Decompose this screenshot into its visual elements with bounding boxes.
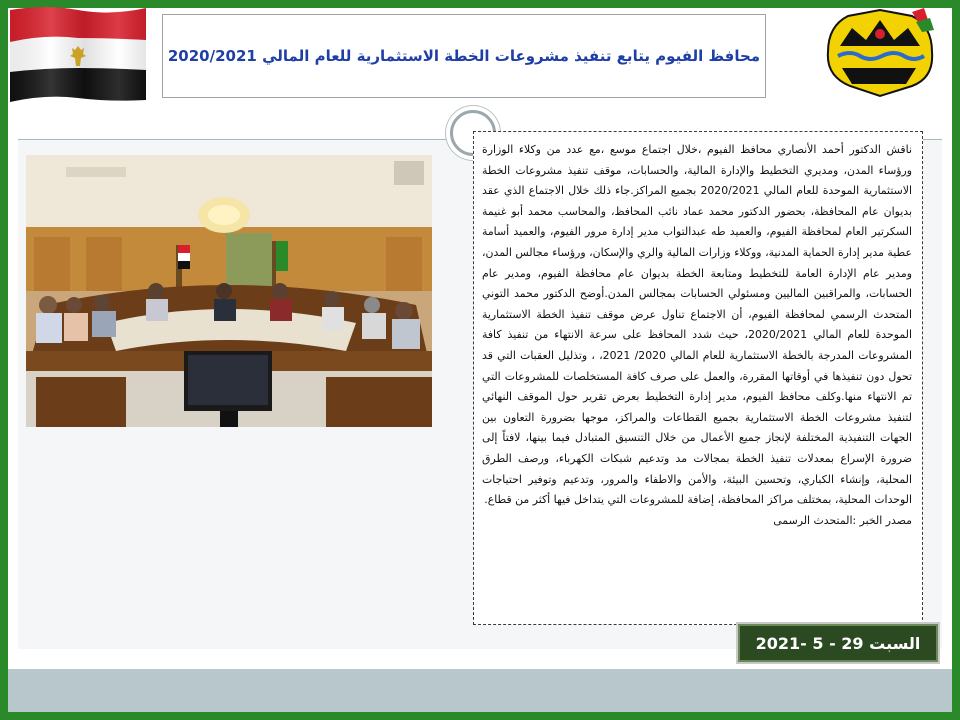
meeting-photo [26, 155, 432, 427]
article-box [473, 131, 923, 625]
bottom-band [8, 669, 952, 712]
date-badge: السبت 29 - 5 -2021 [736, 622, 940, 664]
fayoum-logo-icon [820, 6, 938, 98]
egypt-flag-icon [6, 2, 148, 104]
headline-box [162, 14, 766, 98]
article-body: ناقش الدكتور أحمد الأنصاري محافظ الفيوم ،خلال اجتماع موسع ،مع عدد من وكلاء الوزارة ورؤساء المدن، ومديري التخطيط والإدارة المالية، والحسابات، موقف تنفيذ مشروعات الخطة الاستثمارية الموحدة للعام المالي 2020/2021 بجميع المراكز.جاء ذلك خلال الاجتماع الذي عقد بديوان عام المحافظة، بحضور الدكتور محمد عماد نائب المحافظ، والمحاسب محمد أبو غنيمة السكرتير العام لمحافظة الفيوم، والعميد طه عبدالتواب مدير إدارة مرور الفيوم، والعميد أسامة عطية مدير إدارة الحماية المدنية، ووكلاء وزارات المالية والري والإسكان، ورؤساء مجالس المدن، ومدير عام الإدارة العامة للتخطيط ومتابعة الخطة بديوان عام محافظة الفيوم، ومدير عام الحسابات، والمراقبين الماليين ومسئولي الحسابات بمجالس المدن.أوضح الدكتور محمد التوني المتحدث الرسمي لمحافظة الفيوم، أن الاجتماع تناول عرض موقف تنفيذ الخطة الاستثمارية الموحدة للعام المالي 2020/2021، حيث شدد المحافظ على سرعة الانتهاء من تنفيذ كافة المشروعات المدرجة بالخطة الاستثمارية للعام المالي 2020/ 2021، ، وتذليل العقبات التي قد تحول دون تنفيذها في أوقاتها المقررة، والعمل على صرف كافة المستخلصات للمشروعات التي تم الانتهاء منها.وكلف محافظ الفيوم، مدير إدارة التخطيط بعرض تقرير حول الموقف النهائي لتنفيذ مشروعات الخطة الاستثمارية بجميع القطاعات والمراكز، موجها بضرورة التعاون بين الجهات التنفيذية المختلفة لإنجاز جميع الأعمال من خلال التنسيق المتبادل فيما بينها، لافتاً إلى ضرورة الإسراع بمعدلات تنفيذ الخطة بمجالات مد وتدعيم شبكات الكهرباء، ورصف الطرق المحلية، وإنشاء الكباري، وتحسين البيئة، والأمن والاطفاء والمرور، وتدعيم وتوفير احتياجات الوحدات المحلية، بمختلف مراكز المحافظة، إضافة للمشروعات التي يتداخل فيها أكثر من قطاع. [482, 143, 912, 507]
headline-title: محافظ الفيوم يتابع تنفيذ مشروعات الخطة الاستثمارية للعام المالي 2020/2021 [167, 47, 761, 65]
article-source: مصدر الخبر :المتحدث الرسمى [773, 513, 912, 527]
